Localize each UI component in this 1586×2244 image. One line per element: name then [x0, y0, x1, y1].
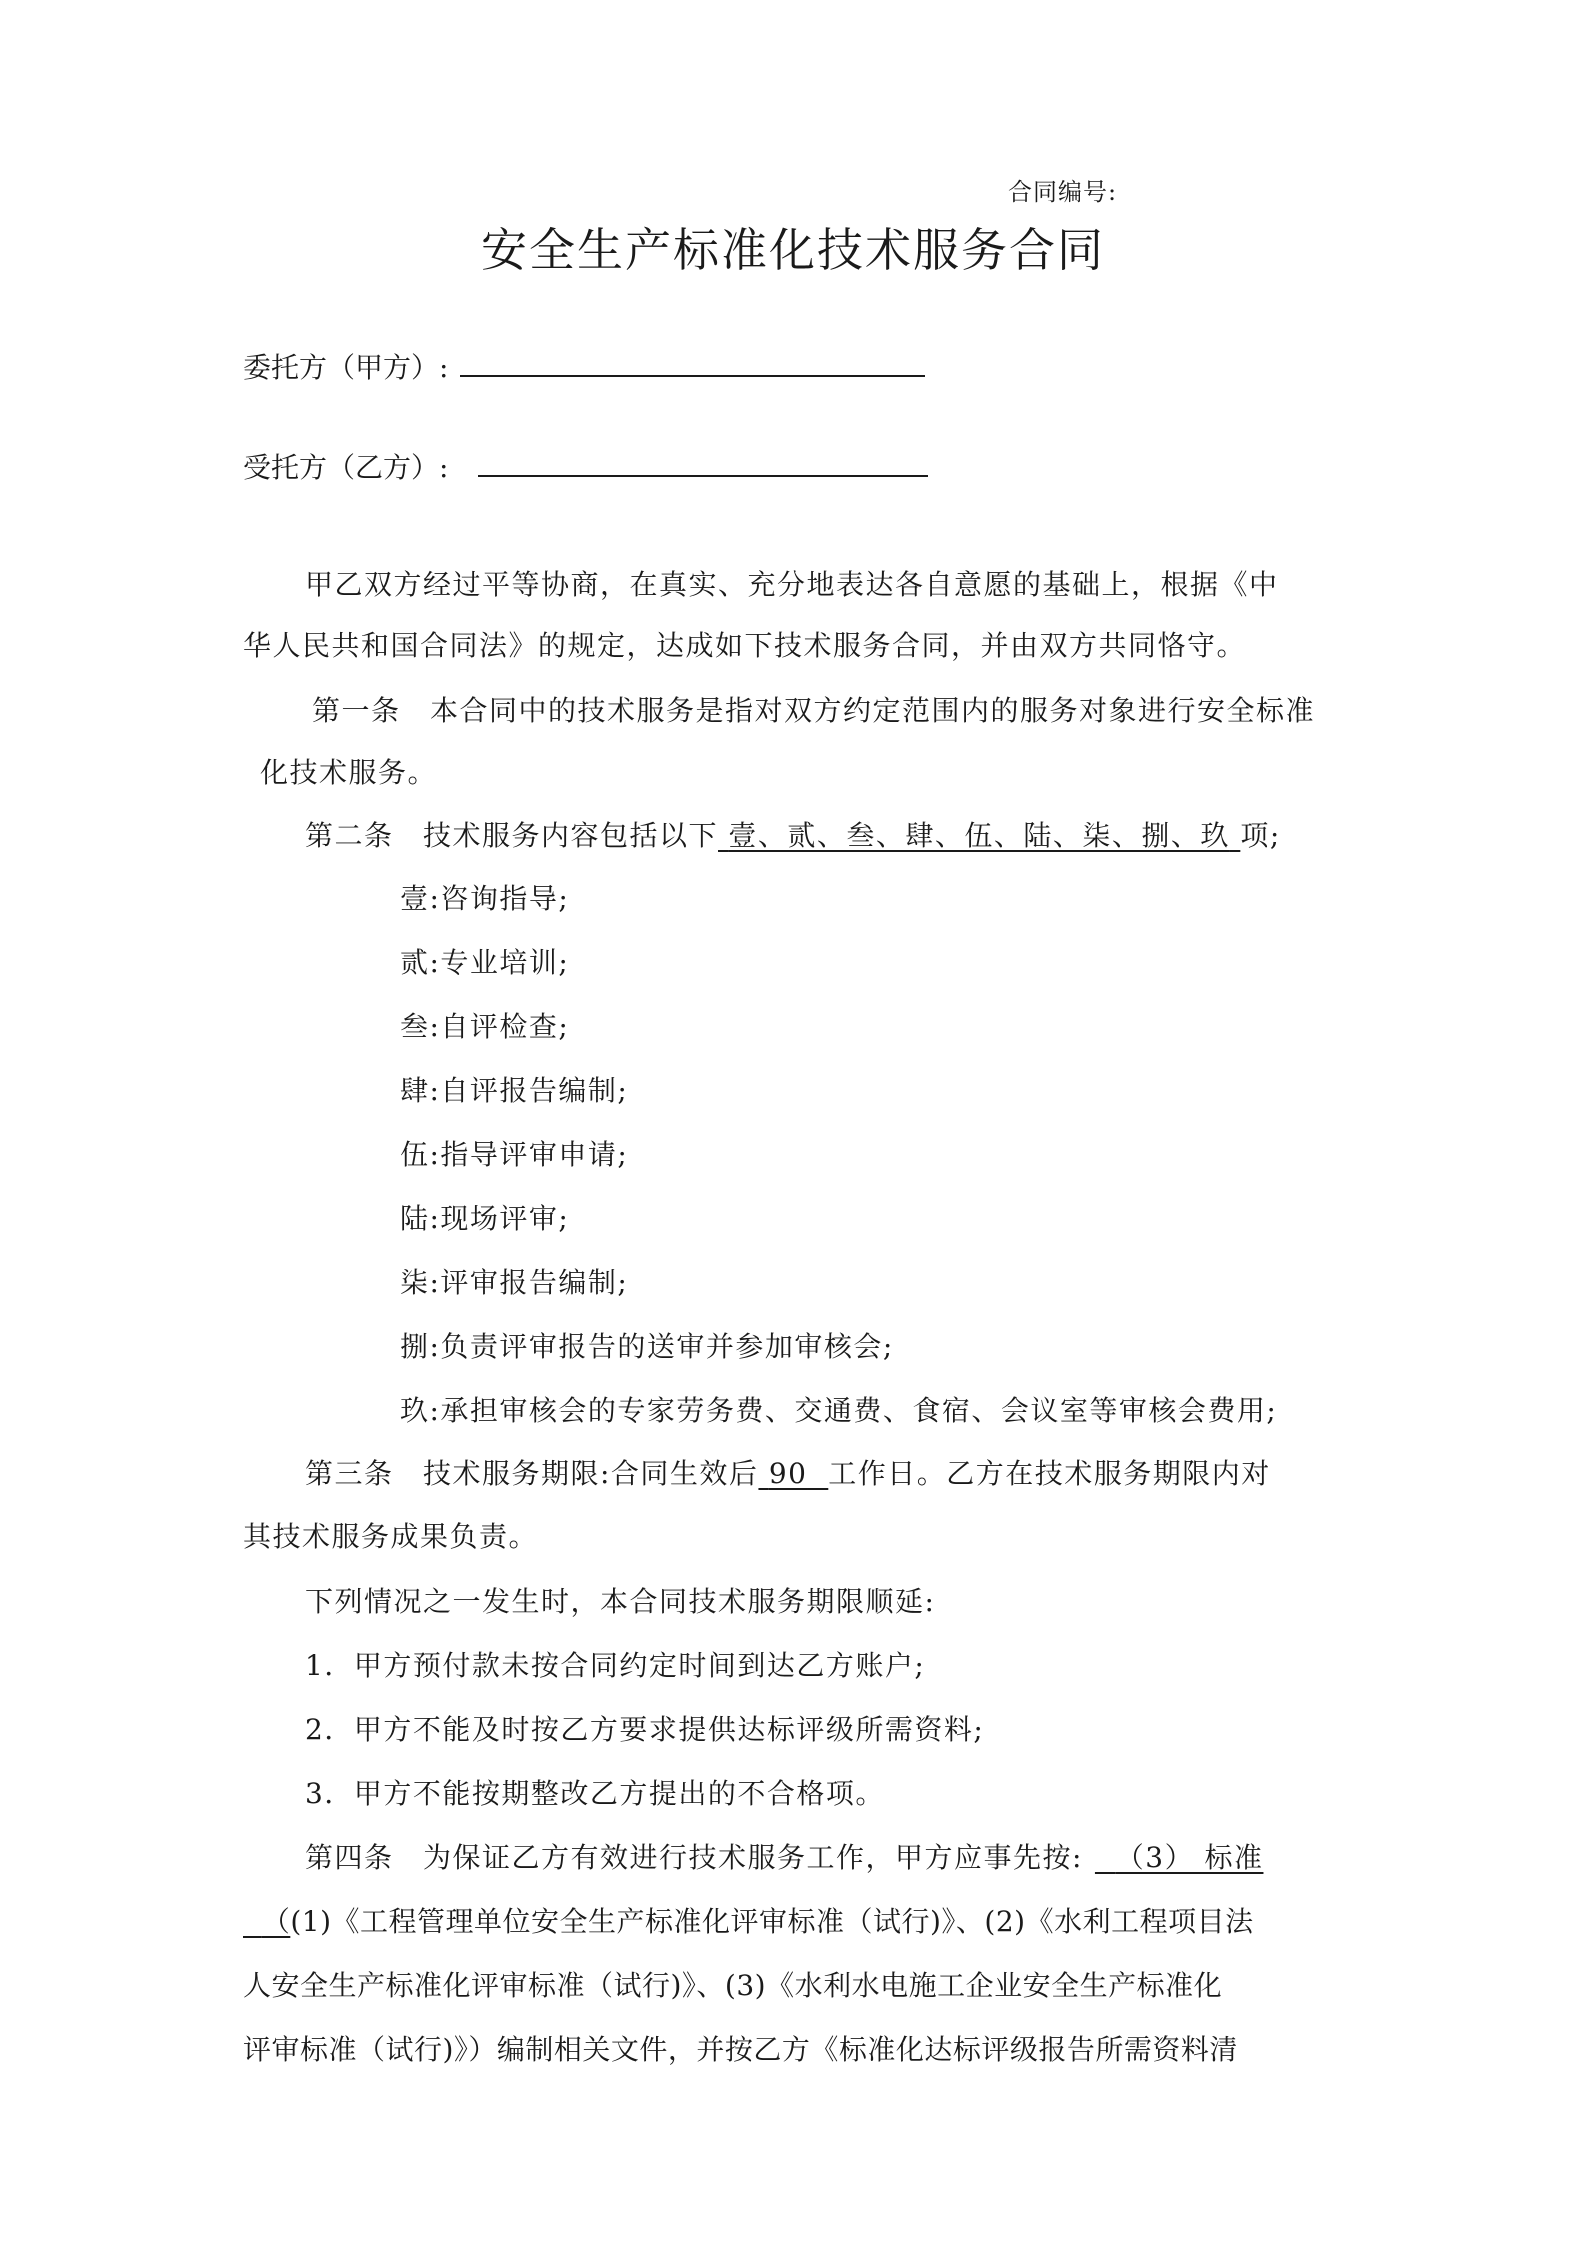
- party-a-blank[interactable]: [460, 351, 925, 377]
- service-item: 贰:专业培训;: [400, 946, 570, 979]
- article-2-line: [305, 814, 1281, 854]
- article-2-items: 壹、贰、叁、肆、伍、陆、柒、捌、玖: [728, 819, 1230, 852]
- article-1-line-2: 化技术服务。: [260, 756, 438, 789]
- article-3-line-2: 其技术服务成果负责。: [243, 1520, 539, 1553]
- intro-line-2: 华人民共和国合同法》的规定，达成如下技术服务合同，并由双方共同恪守。: [243, 629, 1247, 662]
- extension-item: 1．甲方预付款未按合同约定时间到达乙方账户;: [305, 1649, 926, 1682]
- article-3-days: 90: [768, 1457, 808, 1490]
- article-2-suffix: 项;: [1240, 819, 1281, 852]
- contract-number-label: 合同编号:: [1008, 178, 1118, 206]
- article-4-line-2: [243, 1900, 1254, 1940]
- service-item: 叁:自评检查;: [400, 1010, 570, 1043]
- page-title: 安全生产标准化技术服务合同: [481, 223, 1105, 277]
- party-b-line: [243, 446, 928, 486]
- extension-item: 2．甲方不能及时按乙方要求提供达标评级所需资料;: [305, 1713, 985, 1746]
- service-item: 壹:咨询指导;: [400, 882, 570, 915]
- service-item: 玖:承担审核会的专家劳务费、交通费、食宿、会议室等审核会费用;: [400, 1394, 1278, 1427]
- extension-item: 3．甲方不能按期整改乙方提出的不合格项。: [305, 1777, 885, 1810]
- article-2-prefix: 第二条 技术服务内容包括以下: [305, 819, 719, 852]
- party-b-label: 受托方（乙方）:: [243, 451, 449, 484]
- article-4-choice: （3） 标准: [1115, 1841, 1264, 1874]
- party-b-blank[interactable]: [478, 451, 928, 477]
- article-4-standards: (1)《工程管理单位安全生产标准化评审标准（试行)》、(2)《水利工程项目法: [290, 1905, 1254, 1938]
- intro-line-1: 甲乙双方经过平等协商，在真实、充分地表达各自意愿的基础上，根据《中: [305, 568, 1279, 601]
- article-3-line-1: [305, 1452, 1271, 1492]
- service-item: 陆:现场评审;: [400, 1202, 570, 1235]
- article-3-suffix: 工作日。乙方在技术服务期限内对: [828, 1457, 1271, 1490]
- article-3-prefix: 第三条 技术服务期限:合同生效后: [305, 1457, 759, 1490]
- article-4-line-1: [305, 1836, 1263, 1876]
- article-4-open-paren: （: [261, 1905, 291, 1938]
- party-a-label: 委托方（甲方）:: [243, 351, 449, 384]
- service-item: 肆:自评报告编制;: [400, 1074, 629, 1107]
- extension-intro: 下列情况之一发生时，本合同技术服务期限顺延:: [305, 1585, 936, 1618]
- service-item: 伍:指导评审申请;: [400, 1138, 629, 1171]
- service-item: 捌:负责评审报告的送审并参加审核会;: [400, 1330, 894, 1363]
- article-1-line-1: 第一条 本合同中的技术服务是指对双方约定范围内的服务对象进行安全标准: [312, 694, 1316, 727]
- article-4-prefix: 第四条 为保证乙方有效进行技术服务工作，甲方应事先按:: [305, 1841, 1083, 1874]
- article-4-line-3: 人安全生产标准化评审标准（试行)》、(3)《水利水电施工企业安全生产标准化: [243, 1969, 1223, 2002]
- service-item: 柒:评审报告编制;: [400, 1266, 629, 1299]
- party-a-line: [243, 346, 925, 386]
- article-4-line-4: 评审标准（试行)》）编制相关文件，并按乙方《标准化达标评级报告所需资料清: [243, 2033, 1238, 2066]
